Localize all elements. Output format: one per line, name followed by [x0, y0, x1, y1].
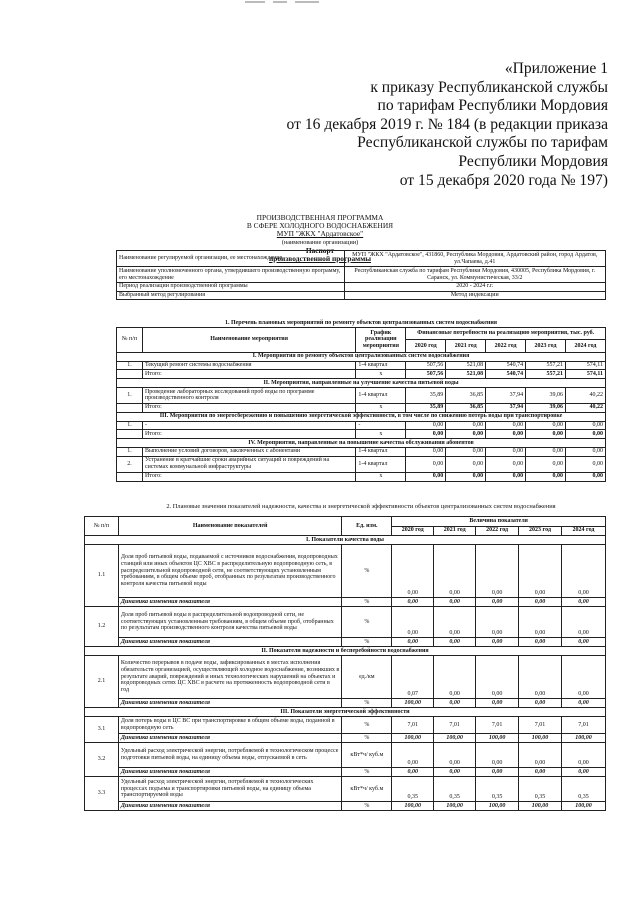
- appendix-line: от 16 декабря 2019 г. № 184 (в редакции приказа: [286, 115, 608, 133]
- dynamics-value: 100,00: [392, 802, 434, 811]
- section1-title: 1. Перечень плановых мероприятий по ремонту объектов централизованных систем водоснабжения: [117, 319, 606, 327]
- passport-value: Метод индексации: [344, 291, 605, 300]
- table-row: [117, 361, 606, 370]
- dynamics-value: 0,00: [434, 598, 476, 607]
- indicator-unit: %: [342, 717, 392, 734]
- dynamics-label: Динамика изменения показателя: [118, 768, 341, 777]
- indicator-name: Доля проб питьевой воды, подаваемой с источников водоснабжения, водопроводных станций или иных объектов ЦС ХВС в распределительную водопроводную сеть, в распределительной водопроводной сети, не соответствующих установленным требованиям, в общем объеме проб, отобранных по результатам производственного контроля качества питьевой воды: [118, 545, 341, 598]
- indicators-table: [84, 516, 606, 811]
- total-value: 36,85: [446, 403, 486, 412]
- cell-value: 0,00: [526, 456, 566, 472]
- passport-row: [117, 267, 606, 283]
- cell-value: 0,00: [519, 545, 562, 598]
- cell-value: 0,00: [486, 456, 526, 472]
- cell-value: 0,00: [446, 421, 486, 430]
- cell-value: 0,35: [561, 777, 605, 802]
- indicator-unit: %: [342, 545, 392, 598]
- row-num: 1.: [117, 387, 143, 403]
- repair-activities-table: [116, 319, 606, 482]
- dynamics-row: [85, 598, 606, 607]
- passport-row: [117, 291, 606, 300]
- indicator-unit: %: [342, 607, 392, 638]
- total-schedule: х: [356, 370, 406, 379]
- total-value: 0,00: [446, 472, 486, 481]
- appendix-line: к приказу Республиканской службы: [370, 78, 608, 96]
- indicator-row: [85, 743, 606, 768]
- cell-value: 7,01: [434, 717, 476, 734]
- total-value: 35,89: [406, 403, 446, 412]
- total-value: 0,00: [406, 472, 446, 481]
- dynamics-value: 0,00: [392, 638, 434, 647]
- cell-value: 0,00: [476, 743, 519, 768]
- group-title: I. Показатели качества воды: [85, 536, 606, 545]
- cell-value: 0,35: [476, 777, 519, 802]
- passport-label: Период реализации производственной программы: [117, 283, 345, 292]
- passport-title: Паспорт: [305, 245, 335, 255]
- total-value: 0,00: [486, 472, 526, 481]
- table-row: [117, 387, 606, 403]
- cell-value: 0,00: [434, 545, 476, 598]
- dynamics-row: [85, 802, 606, 811]
- cell-value: 0,00: [476, 545, 519, 598]
- program-subtitle: В СФЕРЕ ХОЛОДНОГО ВОДОСНАБЖЕНИЯ: [246, 221, 394, 231]
- col-values-header: Величина показателя: [392, 517, 606, 527]
- cell-value: 0,00: [406, 421, 446, 430]
- group-title: III. Показатели энергетической эффективности: [85, 708, 606, 717]
- dynamics-value: 0,00: [434, 699, 476, 708]
- passport-row: [117, 251, 606, 267]
- dynamics-value: 0,00: [476, 699, 519, 708]
- dynamics-label: Динамика изменения показателя: [118, 638, 341, 647]
- cell-value: 0,07: [392, 656, 434, 699]
- dynamics-label: Динамика изменения показателя: [118, 734, 341, 743]
- col-finance-header: Финансовые потребности на реализацию мероприятия, тыс. руб.: [406, 327, 606, 340]
- cell-value: 0,00: [392, 743, 434, 768]
- row-schedule: 1-4 квартал: [356, 387, 406, 403]
- col-schedule-header: График реализации мероприятия: [356, 327, 406, 352]
- year-header: 2023 год: [519, 526, 562, 536]
- dynamics-value: 0,00: [561, 699, 605, 708]
- row-schedule: 1-4 квартал: [356, 447, 406, 456]
- passport-label: Наименование регулируемой организации, ее местонахождение: [117, 251, 345, 267]
- total-value: 507,56: [406, 370, 446, 379]
- row-name: Выполнение условий договоров, заключенных с абонентами: [142, 447, 355, 456]
- dynamics-value: 100,00: [476, 802, 519, 811]
- total-row: [117, 472, 606, 481]
- dynamics-row: [85, 699, 606, 708]
- row-num: 1.: [117, 421, 143, 430]
- col-name-header: Наименование мероприятия: [142, 327, 355, 352]
- total-value: 574,11: [565, 370, 605, 379]
- dynamics-unit: %: [342, 802, 392, 811]
- dynamics-value: 100,00: [561, 802, 605, 811]
- cell-value: 40,22: [565, 387, 605, 403]
- cell-value: 0,00: [406, 447, 446, 456]
- cell-value: 0,00: [446, 456, 486, 472]
- passport-subtitle: производственной программы: [268, 254, 372, 264]
- indicator-name: Удельный расход электрической энергии, потребляемой в технологическом процессе подготовки питьевой воды, на единицу объема воды, отпускаемой в сеть: [118, 743, 341, 768]
- indicator-unit: кВт*ч/ куб.м: [342, 777, 392, 802]
- indicator-row: [85, 607, 606, 638]
- indicator-row: [85, 656, 606, 699]
- table-row: [117, 447, 606, 456]
- row-schedule: 1-4 квартал: [356, 456, 406, 472]
- indicator-row: [85, 717, 606, 734]
- passport-value: Республиканская служба по тарифам Республики Мордовия, 430005, Республика Мордовия, г. Саранск, ул. Коммунистическая, 33/2: [344, 267, 605, 283]
- passport-value: МУП "ЖКХ "Ардатовское", 431860, Республика Мордовия, Ардатовский район, город Ардатов, ул.Чапаева, д.41: [344, 251, 605, 267]
- cell-value: 521,08: [446, 361, 486, 370]
- total-label: Итого:: [142, 403, 355, 412]
- total-schedule: х: [356, 472, 406, 481]
- cell-value: 0,00: [486, 447, 526, 456]
- year-header: 2021 год: [434, 526, 476, 536]
- table-row: [117, 456, 606, 472]
- dynamics-value: 0,00: [392, 768, 434, 777]
- dynamics-unit: %: [342, 734, 392, 743]
- row-num: 3.2: [85, 743, 119, 777]
- total-value: 37,94: [486, 403, 526, 412]
- col-num-header: № п/п: [85, 517, 119, 536]
- appendix-line: по тарифам Республики Мордовия: [377, 97, 608, 115]
- cell-value: 36,85: [446, 387, 486, 403]
- organization-note: (наименование организации): [281, 238, 359, 246]
- section2-title: 2. Плановые значения показателей надежности, качества и энергетической эффективности объектов централизованных систем водоснабжения: [166, 503, 556, 510]
- total-value: 0,00: [565, 472, 605, 481]
- total-label: Итого:: [142, 430, 355, 439]
- cell-value: 0,35: [392, 777, 434, 802]
- dynamics-label: Динамика изменения показателя: [118, 802, 341, 811]
- cell-value: 0,00: [561, 545, 605, 598]
- indicator-unit: ед./км: [342, 656, 392, 699]
- cell-value: 540,74: [486, 361, 526, 370]
- indicator-name: Удельный расход электрической энергии, потребляемой в технологических процессах подъема и транспортировки питьевой воды, на единицу объема транспортируемой воды: [118, 777, 341, 802]
- year-header: 2022 год: [486, 340, 526, 353]
- dynamics-value: 100,00: [476, 734, 519, 743]
- dynamics-value: 100,00: [434, 802, 476, 811]
- dynamics-unit: %: [342, 699, 392, 708]
- dynamics-value: 100,00: [434, 734, 476, 743]
- cell-value: 0,00: [519, 656, 562, 699]
- cell-value: 0,00: [526, 421, 566, 430]
- cell-value: 0,00: [476, 656, 519, 699]
- total-row: [117, 430, 606, 439]
- total-value: 521,08: [446, 370, 486, 379]
- row-name: Устранение в кратчайшие сроки аварийных ситуаций и повреждений на системах коммунальной инфраструктуры: [142, 456, 355, 472]
- row-schedule: -: [356, 421, 406, 430]
- appendix-line: Республики Мордовия: [458, 152, 608, 170]
- col-unit-header: Ед. изм.: [342, 517, 392, 536]
- col-num-header: № п/п: [117, 327, 143, 352]
- dynamics-value: 0,00: [434, 638, 476, 647]
- total-row: [117, 370, 606, 379]
- cell-value: 0,00: [561, 607, 605, 638]
- col-name-header: Наименование показателей: [118, 517, 341, 536]
- cell-value: 0,00: [486, 421, 526, 430]
- dynamics-unit: %: [342, 598, 392, 607]
- indicator-unit: кВт*ч/ куб.м: [342, 743, 392, 768]
- passport-label: Наименование уполномоченного органа, утвердившего производственную программу, его местонахождение: [117, 267, 345, 283]
- cell-value: 0,00: [519, 743, 562, 768]
- dynamics-value: 100,00: [392, 734, 434, 743]
- year-header: 2020 год: [392, 526, 434, 536]
- indicator-name: Количество перерывов в подаче воды, зафиксированных в местах исполнения обязательств организацией, осуществляющей холодное водоснабжение, возникших в результате аварий, повреждений и иных технологических нарушений на объектах и водопроводных сетях ЦС ХВС в расчете на протяженность водопроводной сети в год: [118, 656, 341, 699]
- total-label: Итого:: [142, 370, 355, 379]
- cell-value: 7,01: [519, 717, 562, 734]
- cell-value: 574,11: [565, 361, 605, 370]
- dynamics-label: Динамика изменения показателя: [118, 598, 341, 607]
- cell-value: 35,89: [406, 387, 446, 403]
- row-num: 1.: [117, 447, 143, 456]
- passport-table: [116, 250, 606, 300]
- row-schedule: 1-4 квартал: [356, 361, 406, 370]
- row-name: -: [142, 421, 355, 430]
- cell-value: 0,00: [392, 607, 434, 638]
- row-num: 3.1: [85, 717, 119, 743]
- cell-value: 0,00: [476, 607, 519, 638]
- cell-value: 0,00: [434, 656, 476, 699]
- group-title: IV. Мероприятия, направленные на повышение качества обслуживания абонентов: [117, 439, 606, 448]
- cell-value: 7,01: [561, 717, 605, 734]
- cell-value: 0,00: [565, 456, 605, 472]
- group-title: II. Показатели надежности и бесперебойности водоснабжения: [85, 647, 606, 656]
- passport-value: 2020 - 2024 г.г.: [344, 283, 605, 292]
- cell-value: 0,00: [565, 421, 605, 430]
- cell-value: 0,00: [526, 447, 566, 456]
- dynamics-value: 0,00: [519, 598, 562, 607]
- dynamics-value: 0,00: [476, 638, 519, 647]
- dynamics-row: [85, 768, 606, 777]
- row-num: 3.3: [85, 777, 119, 811]
- total-value: 0,00: [526, 430, 566, 439]
- row-name: Текущий ремонт системы водоснабжения: [142, 361, 355, 370]
- dynamics-value: 0,00: [392, 598, 434, 607]
- cell-value: 7,01: [392, 717, 434, 734]
- dynamics-value: 0,00: [476, 768, 519, 777]
- total-value: 39,06: [526, 403, 566, 412]
- cell-value: 557,21: [526, 361, 566, 370]
- year-header: 2020 год: [406, 340, 446, 353]
- group-title: I. Мероприятия по ремонту объектов централизованных систем водоснабжения: [117, 352, 606, 361]
- cell-value: 0,00: [561, 743, 605, 768]
- total-label: Итого:: [142, 472, 355, 481]
- cell-value: 0,00: [434, 607, 476, 638]
- dynamics-value: 0,00: [561, 598, 605, 607]
- dynamics-value: 100,00: [392, 699, 434, 708]
- total-schedule: х: [356, 430, 406, 439]
- appendix-line: Республиканской службы по тарифам: [357, 134, 608, 152]
- total-value: 540,74: [486, 370, 526, 379]
- year-header: 2022 год: [476, 526, 519, 536]
- dynamics-value: 0,00: [519, 768, 562, 777]
- cell-value: 37,94: [486, 387, 526, 403]
- year-header: 2021 год: [446, 340, 486, 353]
- passport-row: [117, 283, 606, 292]
- cell-value: 0,00: [519, 607, 562, 638]
- total-value: 0,00: [486, 430, 526, 439]
- year-header: 2024 год: [565, 340, 605, 353]
- row-num: 2.: [117, 456, 143, 472]
- dynamics-value: 0,00: [561, 638, 605, 647]
- total-value: 0,00: [406, 430, 446, 439]
- total-value: 0,00: [526, 472, 566, 481]
- total-value: 0,00: [565, 430, 605, 439]
- cell-value: 0,35: [519, 777, 562, 802]
- cell-value: 0,00: [392, 545, 434, 598]
- cell-value: 0,35: [434, 777, 476, 802]
- row-name: Проведение лабораторных исследований проб воды по программе производственного контроля: [142, 387, 355, 403]
- dynamics-label: Динамика изменения показателя: [118, 699, 341, 708]
- total-value: 40,22: [565, 403, 605, 412]
- cell-value: 0,00: [406, 456, 446, 472]
- indicator-name: Доля потерь воды в ЦС ВС при транспортировке в общем объеме воды, поданной в водопроводную сеть: [118, 717, 341, 734]
- passport-label: Выбранный метод регулирования: [117, 291, 345, 300]
- indicator-name: Доля проб питьевой воды в распределительной водопроводной сети, не соответствующих установленным требованиям, в общем объеме проб, отобранных по результатам производственного контроля качества питьевой воды: [118, 607, 341, 638]
- cell-value: 0,00: [446, 447, 486, 456]
- group-title: III. Мероприятия по энергосбережению и повышению энергетической эффективности, в том числе по снижению потерь воды при транспортировке: [117, 412, 606, 421]
- dynamics-value: 100,00: [519, 734, 562, 743]
- dynamics-row: [85, 734, 606, 743]
- row-num: 1.: [117, 361, 143, 370]
- dynamics-unit: %: [342, 768, 392, 777]
- row-num: 1.2: [85, 607, 119, 647]
- indicator-row: [85, 545, 606, 598]
- group-title: II. Мероприятия, направленные на улучшение качества питьевой воды: [117, 379, 606, 388]
- table-row: [117, 421, 606, 430]
- cell-value: 39,06: [526, 387, 566, 403]
- dynamics-value: 100,00: [561, 734, 605, 743]
- program-title: ПРОИЗВОДСТВЕННАЯ ПРОГРАММА: [256, 213, 384, 222]
- dynamics-row: [85, 638, 606, 647]
- total-value: 557,21: [526, 370, 566, 379]
- cell-value: 0,00: [565, 447, 605, 456]
- total-schedule: х: [356, 403, 406, 412]
- scan-artifact: [245, 0, 335, 6]
- cell-value: 7,01: [476, 717, 519, 734]
- dynamics-value: 0,00: [519, 638, 562, 647]
- cell-value: 507,56: [406, 361, 446, 370]
- row-num: 2.1: [85, 656, 119, 708]
- row-num: 1.1: [85, 545, 119, 607]
- appendix-line: от 15 декабря 2020 года № 197): [399, 171, 608, 189]
- appendix-line: «Приложение 1: [504, 60, 608, 77]
- indicator-row: [85, 777, 606, 802]
- cell-value: 0,00: [434, 743, 476, 768]
- dynamics-value: 100,00: [519, 802, 562, 811]
- dynamics-unit: %: [342, 638, 392, 647]
- dynamics-value: 0,00: [476, 598, 519, 607]
- dynamics-value: 0,00: [434, 768, 476, 777]
- total-value: 0,00: [446, 430, 486, 439]
- total-row: [117, 403, 606, 412]
- year-header: 2024 год: [561, 526, 605, 536]
- organization-name: МУП "ЖКХ "Ардатовское": [276, 229, 364, 239]
- dynamics-value: 0,00: [561, 768, 605, 777]
- dynamics-value: 0,00: [519, 699, 562, 708]
- cell-value: 0,00: [561, 656, 605, 699]
- year-header: 2023 год: [526, 340, 566, 353]
- appendix-header: [188, 60, 608, 190]
